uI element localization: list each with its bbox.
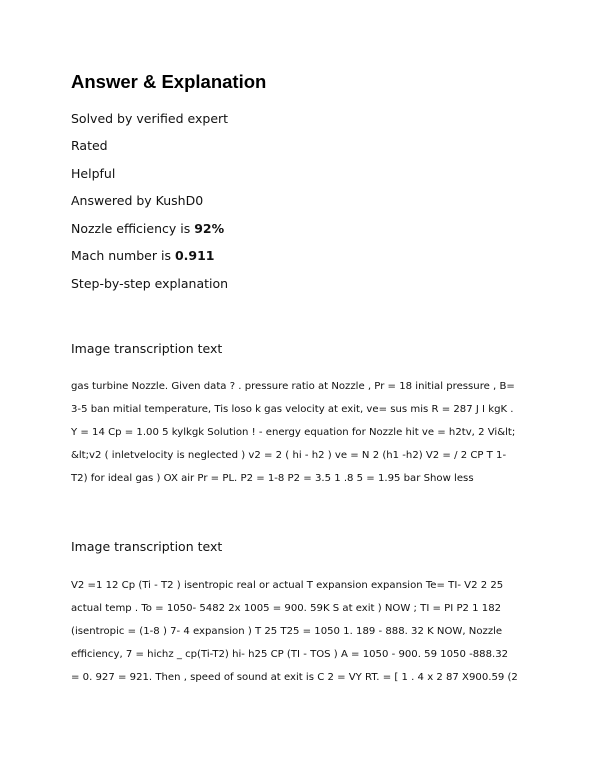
transcription-line: = 0. 927 = 921. Then , speed of sound at exit is C 2 = VY RT. = [ 1 . 4 x 2 87 X900.59 (2 [71,672,518,683]
transcription-line: 3-5 ban mitial temperature, Tis loso k gas velocity at exit, ve= sus mis R = 287 J I kgK . [71,404,514,415]
efficiency-value: 92% [194,221,225,236]
transcription-line: gas turbine Nozzle. Given data ? . pressure ratio at Nozzle , Pr = 18 initial pressure , B= [71,381,515,392]
mach-label: Mach number is [71,248,175,263]
mach-value: 0.911 [174,248,215,263]
step-by-step-label: Step-by-step explanation [71,276,229,291]
transcription-heading-1: Image transcription text [71,341,223,356]
transcription-line: &lt;v2 ( inletvelocity is neglected ) v2 = 2 ( hi - h2 ) ve = N 2 (h1 -h2) V2 = / 2 CP T 1- [71,450,507,461]
transcription-text-2 [71,574,541,689]
transcription-line: T2) for ideal gas ) OX air Pr = PL. P2 = 1-8 P2 = 3.5 1 .8 5 = 1.95 bar Show less [71,473,474,484]
transcription-text-1 [71,375,541,490]
transcription-line: (isentropic = (1-8 ) 7- 4 expansion ) T 25 T25 = 1050 1. 189 - 888. 32 K NOW, Nozzle [71,626,503,637]
solved-by-label: Solved by verified expert [71,111,229,126]
transcription-heading-2: Image transcription text [71,539,223,554]
nozzle-efficiency-result [71,221,224,237]
page-title: Answer & Explanation [71,71,267,92]
transcription-line: Y = 14 Cp = 1.00 5 kylkgk Solution ! - energy equation for Nozzle hit ve = h2tv, 2 Vi&lt; [71,427,516,438]
transcription-line: efficiency, 7 = hichz _ cp(Ti-T2) hi- h25 CP (TI - TOS ) A = 1050 - 900. 59 1050 -888.32 [71,649,509,660]
mach-number-result [71,248,214,264]
answered-by-label: Answered by KushD0 [71,193,204,208]
transcription-line: actual temp . To = 1050- 5482 2x 1005 = 900. 59K S at exit ) NOW ; TI = PI P2 1 182 [71,603,502,614]
helpful-label: Helpful [71,166,116,181]
efficiency-label: Nozzle efficiency is [71,221,195,236]
rated-label: Rated [71,138,108,153]
transcription-line: V2 =1 12 Cp (Ti - T2 ) isentropic real or actual T expansion expansion Te= TI- V2 2 25 [71,580,504,591]
